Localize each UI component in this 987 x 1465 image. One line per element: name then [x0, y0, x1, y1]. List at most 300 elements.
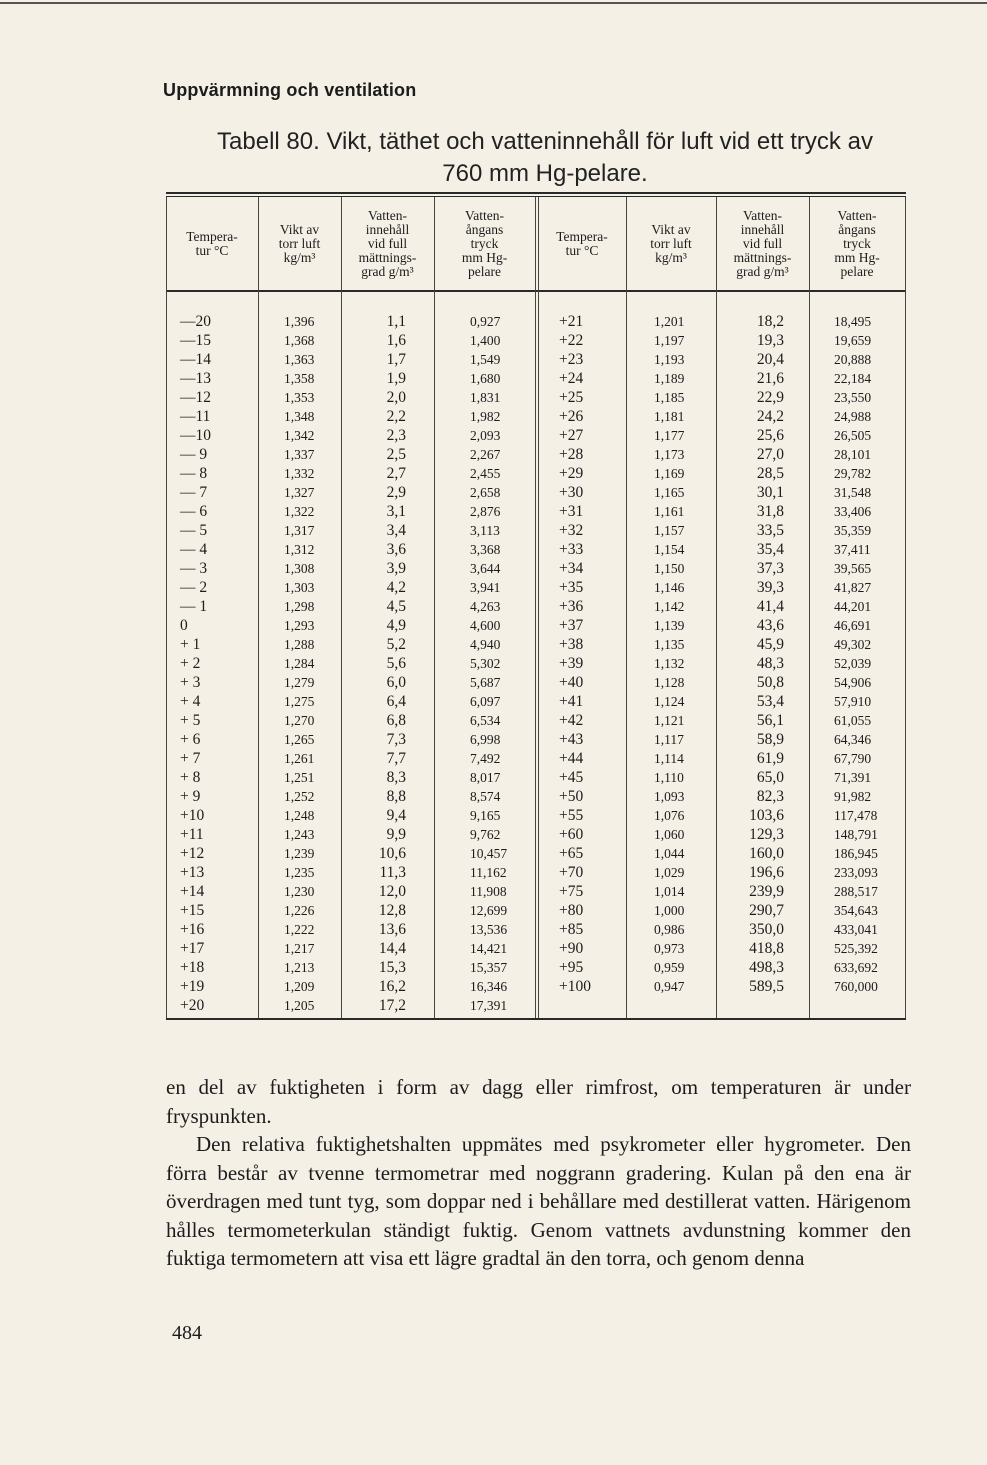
table-cell: 2,2 — [386, 408, 406, 425]
table-cell: 46,691 — [834, 618, 872, 633]
table-cell: +44 — [559, 750, 584, 767]
table-cell: 12,699 — [470, 903, 508, 918]
table-cell: 3,941 — [470, 580, 501, 595]
table-cell: 0 — [180, 617, 188, 634]
table-cell: 1,222 — [284, 922, 315, 937]
table-cell: 24,2 — [756, 408, 784, 425]
table-cell: 1,217 — [284, 941, 315, 956]
table-cell: 288,517 — [834, 884, 878, 899]
table-cell: +36 — [559, 598, 584, 615]
table-cell: 1,284 — [284, 656, 315, 671]
table-top-rule-thin — [166, 196, 906, 197]
table-cell: 44,201 — [834, 599, 872, 614]
table-cell: +33 — [559, 541, 584, 558]
table-cell: 1,157 — [654, 523, 685, 538]
table-cell: 1,270 — [284, 713, 315, 728]
table-cell: 57,910 — [834, 694, 872, 709]
table-cell: 3,4 — [386, 522, 406, 539]
table-cell: 1,396 — [284, 314, 315, 329]
table-cell: 6,8 — [386, 712, 406, 729]
table-cell: 1,348 — [284, 409, 315, 424]
table-cell: 41,4 — [756, 598, 784, 615]
table-cell: 4,9 — [386, 617, 406, 634]
table-cell: 1,322 — [284, 504, 315, 519]
table-cell: 1,368 — [284, 333, 315, 348]
table-cell: 52,039 — [834, 656, 872, 671]
table-cell: 1,358 — [284, 371, 315, 386]
table-cell: +95 — [559, 959, 584, 976]
table-cell: +11 — [180, 826, 204, 843]
table-cell: +14 — [180, 883, 205, 900]
table-cell: 1,275 — [284, 694, 315, 709]
table-cell: 71,391 — [834, 770, 872, 785]
table-cell: 15,357 — [470, 960, 508, 975]
running-head: Uppvärmning och ventilation — [163, 80, 417, 100]
table-cell: 35,4 — [756, 541, 784, 558]
table-cell: 1,303 — [284, 580, 315, 595]
table-cell: 5,6 — [386, 655, 406, 672]
table-cell: 14,4 — [378, 940, 406, 957]
table-cell: +40 — [559, 674, 584, 691]
table-cell: 1,400 — [470, 333, 501, 348]
table-cell: 2,0 — [386, 389, 406, 406]
header-temperature: Tempera- tur °C — [186, 229, 238, 258]
table-cell: 1,110 — [654, 770, 684, 785]
table-cell: 0,947 — [654, 979, 685, 994]
table-cell: 23,550 — [834, 390, 872, 405]
column-divider — [341, 197, 342, 1018]
table-cell: 4,940 — [470, 637, 501, 652]
table-cell: 3,1 — [386, 503, 406, 520]
table-cell: 1,235 — [284, 865, 315, 880]
table-cell: 6,4 — [386, 693, 406, 710]
table-cell: +28 — [559, 446, 584, 463]
table-cell: 64,346 — [834, 732, 872, 747]
table-cell: 0,927 — [470, 314, 501, 329]
table-cell: 1,252 — [284, 789, 315, 804]
temperature-column — [559, 312, 619, 996]
table-cell: 3,368 — [470, 542, 501, 557]
table-cell: 20,888 — [834, 352, 872, 367]
table-cell: 0,973 — [654, 941, 685, 956]
table-bottom-rule — [166, 1018, 906, 1020]
table-cell: 760,000 — [834, 979, 878, 994]
table-cell: 3,9 — [386, 560, 406, 577]
table-cell: 1,549 — [470, 352, 501, 367]
table-cell: 91,982 — [834, 789, 872, 804]
table-cell: 1,7 — [386, 351, 406, 368]
table-cell: + 2 — [180, 655, 201, 672]
table-cell: 1,308 — [284, 561, 315, 576]
table-cell: 28,101 — [834, 447, 872, 462]
table-cell: 58,9 — [756, 731, 784, 748]
table-cell: 41,827 — [834, 580, 872, 595]
table-cell: + 8 — [180, 769, 201, 786]
table-cell: 1,9 — [386, 370, 406, 387]
table-cell: 1,209 — [284, 979, 315, 994]
table-cell: 1,014 — [654, 884, 685, 899]
table-cell: +43 — [559, 731, 584, 748]
table-cell: 6,0 — [386, 674, 406, 691]
column-divider — [809, 197, 810, 1018]
table-cell: — 1 — [180, 598, 208, 615]
table-cell: +100 — [559, 978, 591, 995]
table-cell: +29 — [559, 465, 584, 482]
table-cell: —14 — [180, 351, 211, 368]
table-cell: 8,017 — [470, 770, 501, 785]
table-cell: 4,5 — [386, 598, 406, 615]
table-cell: 1,251 — [284, 770, 315, 785]
table-cell: + 3 — [180, 674, 201, 691]
table-cell: 498,3 — [749, 959, 784, 976]
table-cell: —13 — [180, 370, 211, 387]
column-divider-double — [535, 197, 536, 1018]
table-cell: 0,986 — [654, 922, 685, 937]
table-cell: 1,205 — [284, 998, 315, 1013]
table-cell: 53,4 — [756, 693, 784, 710]
table-cell: +20 — [180, 997, 205, 1014]
table-cell: 10,457 — [470, 846, 508, 861]
table-cell: 1,298 — [284, 599, 315, 614]
table-cell: 24,988 — [834, 409, 872, 424]
table-cell: 16,346 — [470, 979, 508, 994]
table-cell: 33,5 — [756, 522, 784, 539]
column-divider — [626, 197, 627, 1018]
table-cell: +18 — [180, 959, 205, 976]
table-left-border — [166, 197, 167, 1018]
table-cell: 7,492 — [470, 751, 501, 766]
table-cell: 4,263 — [470, 599, 501, 614]
table-cell: — 3 — [180, 560, 208, 577]
page-number: 484 — [172, 1322, 202, 1344]
table-cell: +37 — [559, 617, 584, 634]
table-cell: 8,8 — [386, 788, 406, 805]
table-cell: +10 — [180, 807, 205, 824]
table-cell: 1,230 — [284, 884, 315, 899]
table-cell: 0,959 — [654, 960, 685, 975]
table-cell: 65,0 — [756, 769, 784, 786]
table-cell: 1,193 — [654, 352, 685, 367]
dry-air-weight-column — [654, 312, 709, 996]
table-cell: +90 — [559, 940, 584, 957]
table-cell: +55 — [559, 807, 584, 824]
table-cell: 10,6 — [378, 845, 406, 862]
table-cell: 6,998 — [470, 732, 501, 747]
table-cell: +30 — [559, 484, 584, 501]
table-cell: + 6 — [180, 731, 201, 748]
table-cell: 1,142 — [654, 599, 685, 614]
table-cell: 1,265 — [284, 732, 315, 747]
table-cell: 160,0 — [749, 845, 784, 862]
table-cell: 148,791 — [834, 827, 878, 842]
table-cell: 1,132 — [654, 656, 685, 671]
table-cell: 61,055 — [834, 713, 872, 728]
table-cell: +34 — [559, 560, 584, 577]
table-cell: 1,189 — [654, 371, 685, 386]
header-rule — [166, 290, 906, 292]
header-temperature: Tempera- tur °C — [556, 229, 608, 258]
table-cell: +13 — [180, 864, 205, 881]
table-cell: 1,197 — [654, 333, 685, 348]
table-cell: 4,600 — [470, 618, 501, 633]
table-cell: 6,097 — [470, 694, 501, 709]
column-divider — [258, 197, 259, 1018]
table-cell: 19,659 — [834, 333, 872, 348]
table-cell: 186,945 — [834, 846, 878, 861]
table-cell: 35,359 — [834, 523, 872, 538]
table-cell: +21 — [559, 313, 584, 330]
table-cell: +39 — [559, 655, 584, 672]
table-cell: 11,908 — [470, 884, 507, 899]
table-cell: 1,261 — [284, 751, 315, 766]
table-cell: — 4 — [180, 541, 208, 558]
water-content-column — [346, 312, 406, 1015]
table-cell: 1,161 — [654, 504, 685, 519]
table-cell: 5,687 — [470, 675, 501, 690]
table-cell: 8,574 — [470, 789, 501, 804]
table-cell: 37,3 — [756, 560, 784, 577]
table-cell: 1,165 — [654, 485, 685, 500]
table-cell: +15 — [180, 902, 205, 919]
table-cell: 9,165 — [470, 808, 501, 823]
table-cell: 18,2 — [756, 313, 784, 330]
table-cell: 1,029 — [654, 865, 685, 880]
header-dry-air-weight: Vikt av torr luft kg/m³ — [278, 222, 321, 265]
table-cell: 13,536 — [470, 922, 508, 937]
table-cell: —12 — [180, 389, 211, 406]
table-cell: 1,117 — [654, 732, 684, 747]
table-top-rule — [166, 192, 906, 194]
table-cell: +38 — [559, 636, 584, 653]
table-cell: —15 — [180, 332, 211, 349]
water-content-column — [726, 312, 784, 996]
table-cell: 350,0 — [749, 921, 784, 938]
table-cell: 31,548 — [834, 485, 872, 500]
table-cell: —10 — [180, 427, 211, 444]
table-cell: 1,332 — [284, 466, 315, 481]
table-cell: 589,5 — [749, 978, 784, 995]
table-cell: +24 — [559, 370, 584, 387]
table-cell: 1,6 — [386, 332, 406, 349]
table-cell: 28,5 — [756, 465, 784, 482]
table-cell: —20 — [180, 313, 211, 330]
table-cell: 22,184 — [834, 371, 872, 386]
table-cell: +12 — [180, 845, 205, 862]
table-cell: 49,302 — [834, 637, 872, 652]
table-cell: 1,293 — [284, 618, 315, 633]
table-cell: 1,317 — [284, 523, 315, 538]
table-cell: +25 — [559, 389, 584, 406]
table-cell: +50 — [559, 788, 584, 805]
table-cell: 4,2 — [386, 579, 406, 596]
table-cell: 1,288 — [284, 637, 315, 652]
table-cell: 1,239 — [284, 846, 315, 861]
table-cell: 22,9 — [756, 389, 784, 406]
table-cell: 1,248 — [284, 808, 315, 823]
table-cell: 45,9 — [756, 636, 784, 653]
table-cell: +70 — [559, 864, 584, 881]
table-cell: 56,1 — [756, 712, 784, 729]
table-cell: 2,093 — [470, 428, 501, 443]
table-cell: + 4 — [180, 693, 201, 710]
vapour-pressure-column — [470, 312, 530, 1015]
table-cell: 31,8 — [756, 503, 784, 520]
table-cell: 1,169 — [654, 466, 685, 481]
table-cell: — 2 — [180, 579, 208, 596]
header-water-content: Vatten- innehåll vid full mättnings- grad g/m³ — [733, 208, 792, 279]
table-cell: 17,391 — [470, 998, 508, 1013]
table-cell: 2,267 — [470, 447, 501, 462]
table-cell: 1,312 — [284, 542, 315, 557]
table-cell: 27,0 — [756, 446, 784, 463]
table-caption: Tabell 80. Vikt, täthet och vatteninnehåll för luft vid ett tryck av 760 mm Hg-pelare. — [217, 128, 873, 187]
table-cell: 1,680 — [470, 371, 501, 386]
table-cell: 1,177 — [654, 428, 685, 443]
table-cell: 2,455 — [470, 466, 501, 481]
table-cell: 7,3 — [386, 731, 406, 748]
table-cell: 1,327 — [284, 485, 315, 500]
table-cell: 12,0 — [378, 883, 406, 900]
data-table — [166, 192, 906, 1020]
table-cell: 82,3 — [756, 788, 784, 805]
table-cell: +35 — [559, 579, 584, 596]
table-cell: 11,3 — [379, 864, 406, 881]
table-cell: +23 — [559, 351, 584, 368]
column-divider-double — [538, 197, 539, 1018]
table-cell: 1,201 — [654, 314, 685, 329]
table-cell: 1,831 — [470, 390, 501, 405]
table-cell: 11,162 — [470, 865, 507, 880]
table-cell: 7,7 — [386, 750, 406, 767]
table-cell: 29,782 — [834, 466, 872, 481]
table-cell: 633,692 — [834, 960, 878, 975]
dry-air-weight-column — [284, 312, 334, 1015]
top-rule — [0, 2, 987, 4]
table-cell: 8,3 — [386, 769, 406, 786]
table-cell: 48,3 — [756, 655, 784, 672]
table-cell: 1,353 — [284, 390, 315, 405]
table-cell: 1,181 — [654, 409, 685, 424]
table-cell: 61,9 — [756, 750, 784, 767]
table-cell: +80 — [559, 902, 584, 919]
table-cell: 1,135 — [654, 637, 685, 652]
body-text — [166, 1073, 911, 1273]
table-cell: 290,7 — [749, 902, 784, 919]
table-cell: +60 — [559, 826, 584, 843]
table-cell: 1,982 — [470, 409, 501, 424]
table-cell: +26 — [559, 408, 584, 425]
table-cell: +16 — [180, 921, 205, 938]
header-vapour-pressure: Vatten- ångans tryck mm Hg- pelare — [461, 208, 508, 279]
table-cell: 1,150 — [654, 561, 685, 576]
table-cell: 1,146 — [654, 580, 685, 595]
table-cell: 33,406 — [834, 504, 872, 519]
table-cell: 1,060 — [654, 827, 685, 842]
table-cell: 17,2 — [378, 997, 406, 1014]
table-cell: 1,139 — [654, 618, 685, 633]
table-cell: 418,8 — [749, 940, 784, 957]
table-cell: 16,2 — [378, 978, 406, 995]
table-cell: +42 — [559, 712, 584, 729]
temperature-column — [180, 312, 240, 1015]
vapour-pressure-column — [834, 312, 902, 996]
table-cell: — 8 — [180, 465, 208, 482]
table-cell: 9,9 — [386, 826, 406, 843]
table-cell: 67,790 — [834, 751, 872, 766]
table-cell: 2,3 — [386, 427, 406, 444]
table-cell: 1,128 — [654, 675, 685, 690]
table-cell: 54,906 — [834, 675, 872, 690]
table-cell: +65 — [559, 845, 584, 862]
table-cell: 21,6 — [756, 370, 784, 387]
table-cell: 1,124 — [654, 694, 685, 709]
table-cell: +85 — [559, 921, 584, 938]
table-cell: +41 — [559, 693, 584, 710]
table-cell: 12,8 — [378, 902, 406, 919]
table-cell: 13,6 — [378, 921, 406, 938]
table-cell: 1,243 — [284, 827, 315, 842]
table-cell: — 6 — [180, 503, 208, 520]
table-cell: — 5 — [180, 522, 208, 539]
table-cell: 2,5 — [386, 446, 406, 463]
table-cell: — 9 — [180, 446, 208, 463]
table-cell: 5,2 — [386, 636, 406, 653]
table-cell: 50,8 — [756, 674, 784, 691]
table-cell: 525,392 — [834, 941, 878, 956]
table-cell: 3,644 — [470, 561, 501, 576]
table-cell: +31 — [559, 503, 584, 520]
table-cell: 1,044 — [654, 846, 685, 861]
table-cell: 2,7 — [386, 465, 406, 482]
table-cell: 9,4 — [386, 807, 406, 824]
table-cell: 354,643 — [834, 903, 878, 918]
table-cell: 1,226 — [284, 903, 315, 918]
table-cell: 1,173 — [654, 447, 685, 462]
table-cell: 1,342 — [284, 428, 315, 443]
column-divider — [716, 197, 717, 1018]
table-cell: 30,1 — [756, 484, 784, 501]
table-cell: 26,505 — [834, 428, 872, 443]
table-cell: 1,337 — [284, 447, 315, 462]
table-cell: 20,4 — [756, 351, 784, 368]
paragraph: en del av fuktigheten i form av dagg eller rimfrost, om temperaturen är under fryspunkten. — [166, 1075, 911, 1128]
table-cell: 39,565 — [834, 561, 872, 576]
table-cell: 2,9 — [386, 484, 406, 501]
table-cell: 39,3 — [756, 579, 784, 596]
table-cell: 239,9 — [749, 883, 784, 900]
table-cell: 19,3 — [756, 332, 784, 349]
table-cell: + 9 — [180, 788, 201, 805]
table-cell: +19 — [180, 978, 205, 995]
table-right-border — [905, 197, 906, 1018]
table-cell: + 1 — [180, 636, 201, 653]
table-cell: 37,411 — [834, 542, 871, 557]
table-cell: 3,6 — [386, 541, 406, 558]
table-cell: 117,478 — [834, 808, 878, 823]
table-cell: 1,114 — [654, 751, 684, 766]
column-divider — [434, 197, 435, 1018]
table-cell: 103,6 — [749, 807, 784, 824]
table-cell: 233,093 — [834, 865, 878, 880]
table-cell: 1,185 — [654, 390, 685, 405]
table-cell: +45 — [559, 769, 584, 786]
table-cell: 15,3 — [378, 959, 406, 976]
table-cell: 1,121 — [654, 713, 685, 728]
table-cell: — 7 — [180, 484, 208, 501]
table-cell: 1,213 — [284, 960, 315, 975]
table-cell: 1,076 — [654, 808, 685, 823]
header-vapour-pressure: Vatten- ångans tryck mm Hg- pelare — [834, 208, 880, 279]
